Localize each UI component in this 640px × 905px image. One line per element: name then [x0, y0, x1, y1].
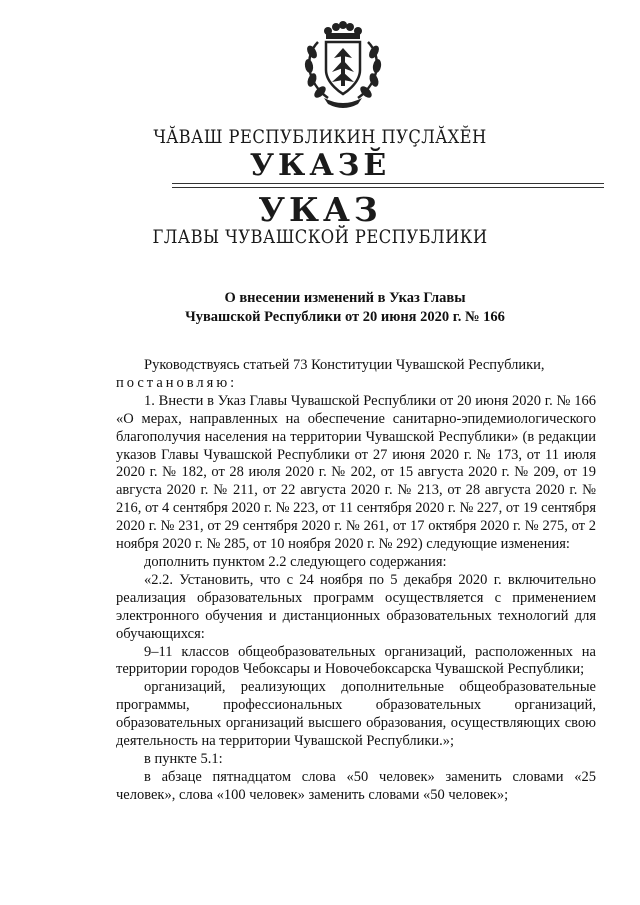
document-title-line: Чувашской Республики от 20 июня 2020 г. № 166	[185, 309, 505, 325]
body-paragraph: организаций, реализующих дополнительные общеобразовательные программы, профессиональных образовательных организаций, образовательных организаций высшего образования, осуществляющих свою деятельность на территории Чувашской Республики.»;	[116, 679, 596, 750]
header-divider	[172, 187, 604, 188]
glavy-header-line: ГЛАВЫ ЧУВАШСКОЙ РЕСПУБЛИКИ	[152, 226, 488, 248]
chuvash-ukaz-title: УКАЗĔ	[249, 148, 391, 183]
document-title-line: О внесении изменений в Указ Главы	[224, 290, 466, 306]
postanovlyayu-text: постановляю:	[116, 374, 238, 391]
body-paragraph: Руководствуясь статьей 73 Конституции Чувашской Республики,	[144, 357, 545, 373]
header-divider	[172, 183, 604, 184]
body-paragraph: 9–11 классов общеобразовательных организаций, расположенных на территории городов Чебоксары и Новочебоксарска Чувашской Республики;	[116, 643, 596, 678]
document-title	[110, 289, 580, 327]
body-paragraph: в абзаце пятнадцатом слова «50 человек» заменить словами «25 человек», слова «100 человек» заменить словами «50 человек»;	[116, 768, 596, 803]
document-body	[116, 357, 596, 805]
body-paragraph: дополнить пунктом 2.2 следующего содержания:	[144, 553, 447, 570]
body-paragraph: «2.2. Установить, что с 24 ноября по 5 декабря 2020 г. включительно реализация образовательных программ осуществляется с применением электронного обучения и дистанционных образовательных технологий для обучающихся:	[116, 571, 596, 642]
body-paragraph: в пункте 5.1:	[144, 750, 223, 767]
chuvash-header-line: ЧĂВАШ РЕСПУБЛИКИН ПУÇЛĂХĔН	[153, 126, 487, 148]
chuvash-emblem-icon	[296, 18, 390, 110]
ukaz-title: УКАЗ	[258, 190, 382, 229]
body-paragraph: 1. Внести в Указ Главы Чувашской Республики от 20 июня 2020 г. № 166 «О мерах, направленных на обеспечение санитарно-эпидемиологического благополучия населения на территории Чувашской Республики» (в редакции указов Главы Чувашской Республики от 27 июня 2020 г. № 173, от 11 июля 2020 г. № 182, от 28 июля 2020 г. № 202, от 15 августа 2020 г. № 209, от 19 августа 2020 г. № 211, от 22 августа 2020 г. № 213, от 28 августа 2020 г. № 216, от 4 сентября 2020 г. № 223, от 11 сентября 2020 г. № 227, от 19 сентября 2020 г. № 231, от 29 сентября 2020 г. № 261, от 17 октября 2020 г. № 275, от 2 ноября 2020 г. № 285, от 10 ноября 2020 г. № 292) следующие изменения:	[116, 392, 596, 553]
